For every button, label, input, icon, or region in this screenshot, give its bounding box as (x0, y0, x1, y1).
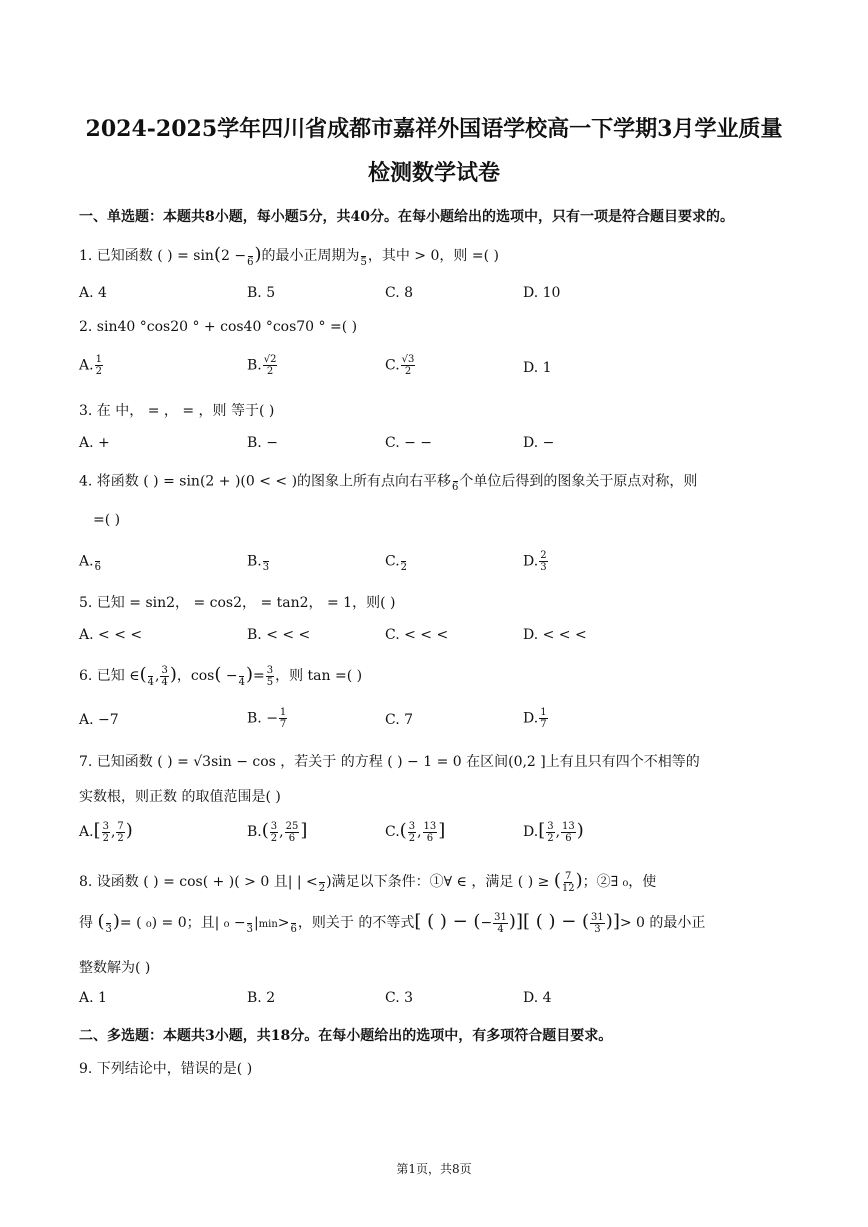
question-2-option-b: B. $\frac{√2}{2}$ (247, 354, 277, 377)
question-7-option-d: D.[ $\frac{3}{2}$ , $\frac{13}{6}$ ) (523, 820, 584, 844)
question-5-option-c: C. < < < (385, 627, 449, 643)
question-4-stem-line2: =( ) (93, 512, 121, 528)
question-7-stem-line1: 7. 已知函数 ( ) = √3sin − cos ，若关于 的方程 ( ) − 1 = 0 在区间(0,2 ]上有且只有四个不相等的 (79, 754, 700, 770)
question-5-option-d: D. < < < (523, 627, 587, 643)
question-4-option-d: D. $\frac{2}{3}$ (523, 550, 547, 573)
question-9-stem: 9. 下列结论中，错误的是( ) (79, 1061, 253, 1077)
question-3-stem: 3. 在 中， = ， = ，则 等于( ) (79, 403, 275, 419)
question-1-option-c: C. 8 (385, 285, 414, 301)
question-3-option-a: A. + (79, 435, 110, 451)
question-6-option-c: C. 7 (385, 712, 414, 728)
question-2-option-d: D. 1 (523, 360, 552, 376)
question-7-option-b: B.( $\frac{3}{2}$ , $\frac{25}{6}$ ] (247, 820, 308, 844)
question-7-option-c: C.( $\frac{3}{2}$ , $\frac{13}{6}$ ] (385, 820, 446, 844)
question-2-option-c: C. $\frac{√3}{2}$ (385, 354, 415, 377)
question-1-stem: 1. 已知函数 ( ) = sin(2 − 6 )的最小正周期为 5 ，其中 > 0，则 =( ) (79, 244, 499, 268)
question-7-stem-line2: 实数根，则正数 的取值范围是( ) (79, 789, 281, 805)
question-2-stem: 2. sin40 °cos20 ° + cos40 °cos70 ° =( ) (79, 319, 358, 335)
question-4-option-c: C. 2 (385, 550, 408, 573)
question-6-option-a: A. −7 (79, 712, 119, 728)
exam-title-line2: 检测数学试卷 (367, 160, 500, 186)
question-6-option-d: D. $\frac{1}{7}$ (523, 707, 547, 730)
question-4-stem-line1: 4. 将函数 ( ) = sin(2 + )(0 < < )的图象上所有点向右平移 6 个单位后得到的图象关于原点对称，则 (79, 470, 697, 493)
question-5-option-b: B. < < < (247, 627, 311, 643)
question-2-option-a: A. $\frac{1}{2}$ (79, 354, 102, 377)
question-5-stem: 5. 已知 = sin2， = cos2， = tan2， = 1，则( ) (79, 595, 396, 611)
question-8-option-c: C. 3 (385, 990, 414, 1006)
question-8-option-b: B. 2 (247, 990, 276, 1006)
section-multi-choice-heading: 二、多选题：本题共3小题，共18分。在每小题给出的选项中，有多项符合题目要求。 (79, 1028, 613, 1044)
question-3-option-c: C. − − (385, 435, 433, 451)
question-8-stem-line1: 8. 设函数 ( ) = cos( + )( > 0 且| | < 2 )满足以下条件：①∀ ∈ ，满足 ( ) ≥ ( $\frac{7}{12}$ )；②∃ ₀，使 (79, 870, 657, 894)
question-1-option-b: B. 5 (247, 285, 276, 301)
question-8-option-d: D. 4 (523, 990, 552, 1006)
question-8-stem-line2: 得 ( 3 )= ( ₀) = 0；且| ₀ − 3 |min> 6 ，则关于 的不等式[ ( ) − (− $\frac{31}{4}$ )][ ( ) − ( $\frac{31}{3}$ )]> 0 的最小正 (79, 911, 706, 935)
question-5-option-a: A. < < < (79, 627, 143, 643)
question-8-stem-line3: 整数解为( ) (79, 960, 151, 976)
question-4-option-a: A. 6 (79, 550, 102, 573)
exam-title-line1: 2024-2025学年四川省成都市嘉祥外国语学校高一下学期3月学业质量 (85, 116, 783, 142)
question-1-option-d: D. 10 (523, 285, 561, 301)
question-4-option-b: B. 3 (247, 550, 270, 573)
question-6-stem: 6. 已知 ∈( 4 , $\frac{3}{4}$ )，cos( − 4 )= $\frac{3}{5}$ ，则 tan =( ) (79, 664, 363, 688)
question-6-option-b: B. − $\frac{1}{7}$ (247, 707, 287, 730)
section-single-choice-heading: 一、单选题：本题共8小题，每小题5分，共40分。在每小题给出的选项中，只有一项是符合题目要求的。 (79, 209, 734, 225)
question-3-option-d: D. − (523, 435, 555, 451)
question-3-option-b: B. − (247, 435, 278, 451)
question-1-option-a: A. 4 (79, 285, 107, 301)
question-8-option-a: A. 1 (79, 990, 107, 1006)
page-footer: 第1页，共8页 (396, 1162, 472, 1176)
question-7-option-a: A.[ $\frac{3}{2}$ , $\frac{7}{2}$ ) (79, 820, 133, 844)
